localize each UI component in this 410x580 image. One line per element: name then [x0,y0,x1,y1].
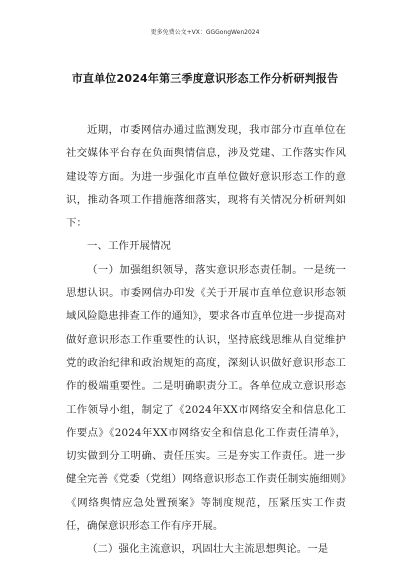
paragraph-intro: 近期，市委网信办通过监测发现，我市部分市直单位在社交媒体平台存在负面舆情信息，涉及党建、工作落实作风建设等方面。为进一步强化市直单位做好意识形态工作的意识，推动各项工作措施落细落实，现将有关情况分析研判如下： [66,124,346,230]
section-heading: 一、工作开展情况 [87,240,171,253]
paragraph-section-1: （一）加强组织领导，落实意识形态责任制。一是统一思想认识。市委网信办印发《关于开展市直单位意识形态领域风险隐患排查工作的通知》，要求各市直单位进一步提高对做好意识形态工作重要性的认识，坚持底线思维从自觉维护党的政治纪律和政治规矩的高度，深刻认识做好意识形态工作的极端重要性。二是明确职责分工。各单位成立意识形态工作领导小组，制定了《2024年XX市网络安全和信息化工作要点》《2024年XX市网络安全和信息化工作责任清单》，切实做到分工明确、责任压实。三是夯实工作责任。进一步健全完善《党委（党组）网络意识形态工作责任制实施细则》《网络舆情应急处置预案》等制度规范，压紧压实工作责任，确保意识形态工作有序开展。 [66,263,346,533]
document-title: 市直单位2024年第三季度意识形态工作分析研判报告 [71,72,339,85]
paragraph-section-2: （二）强化主流意识，巩固壮大主流思想舆论。一是 [87,543,329,556]
document-body [66,119,346,562]
header-watermark: 更多免费公文+VX：GGGongWen2024 [150,29,260,36]
